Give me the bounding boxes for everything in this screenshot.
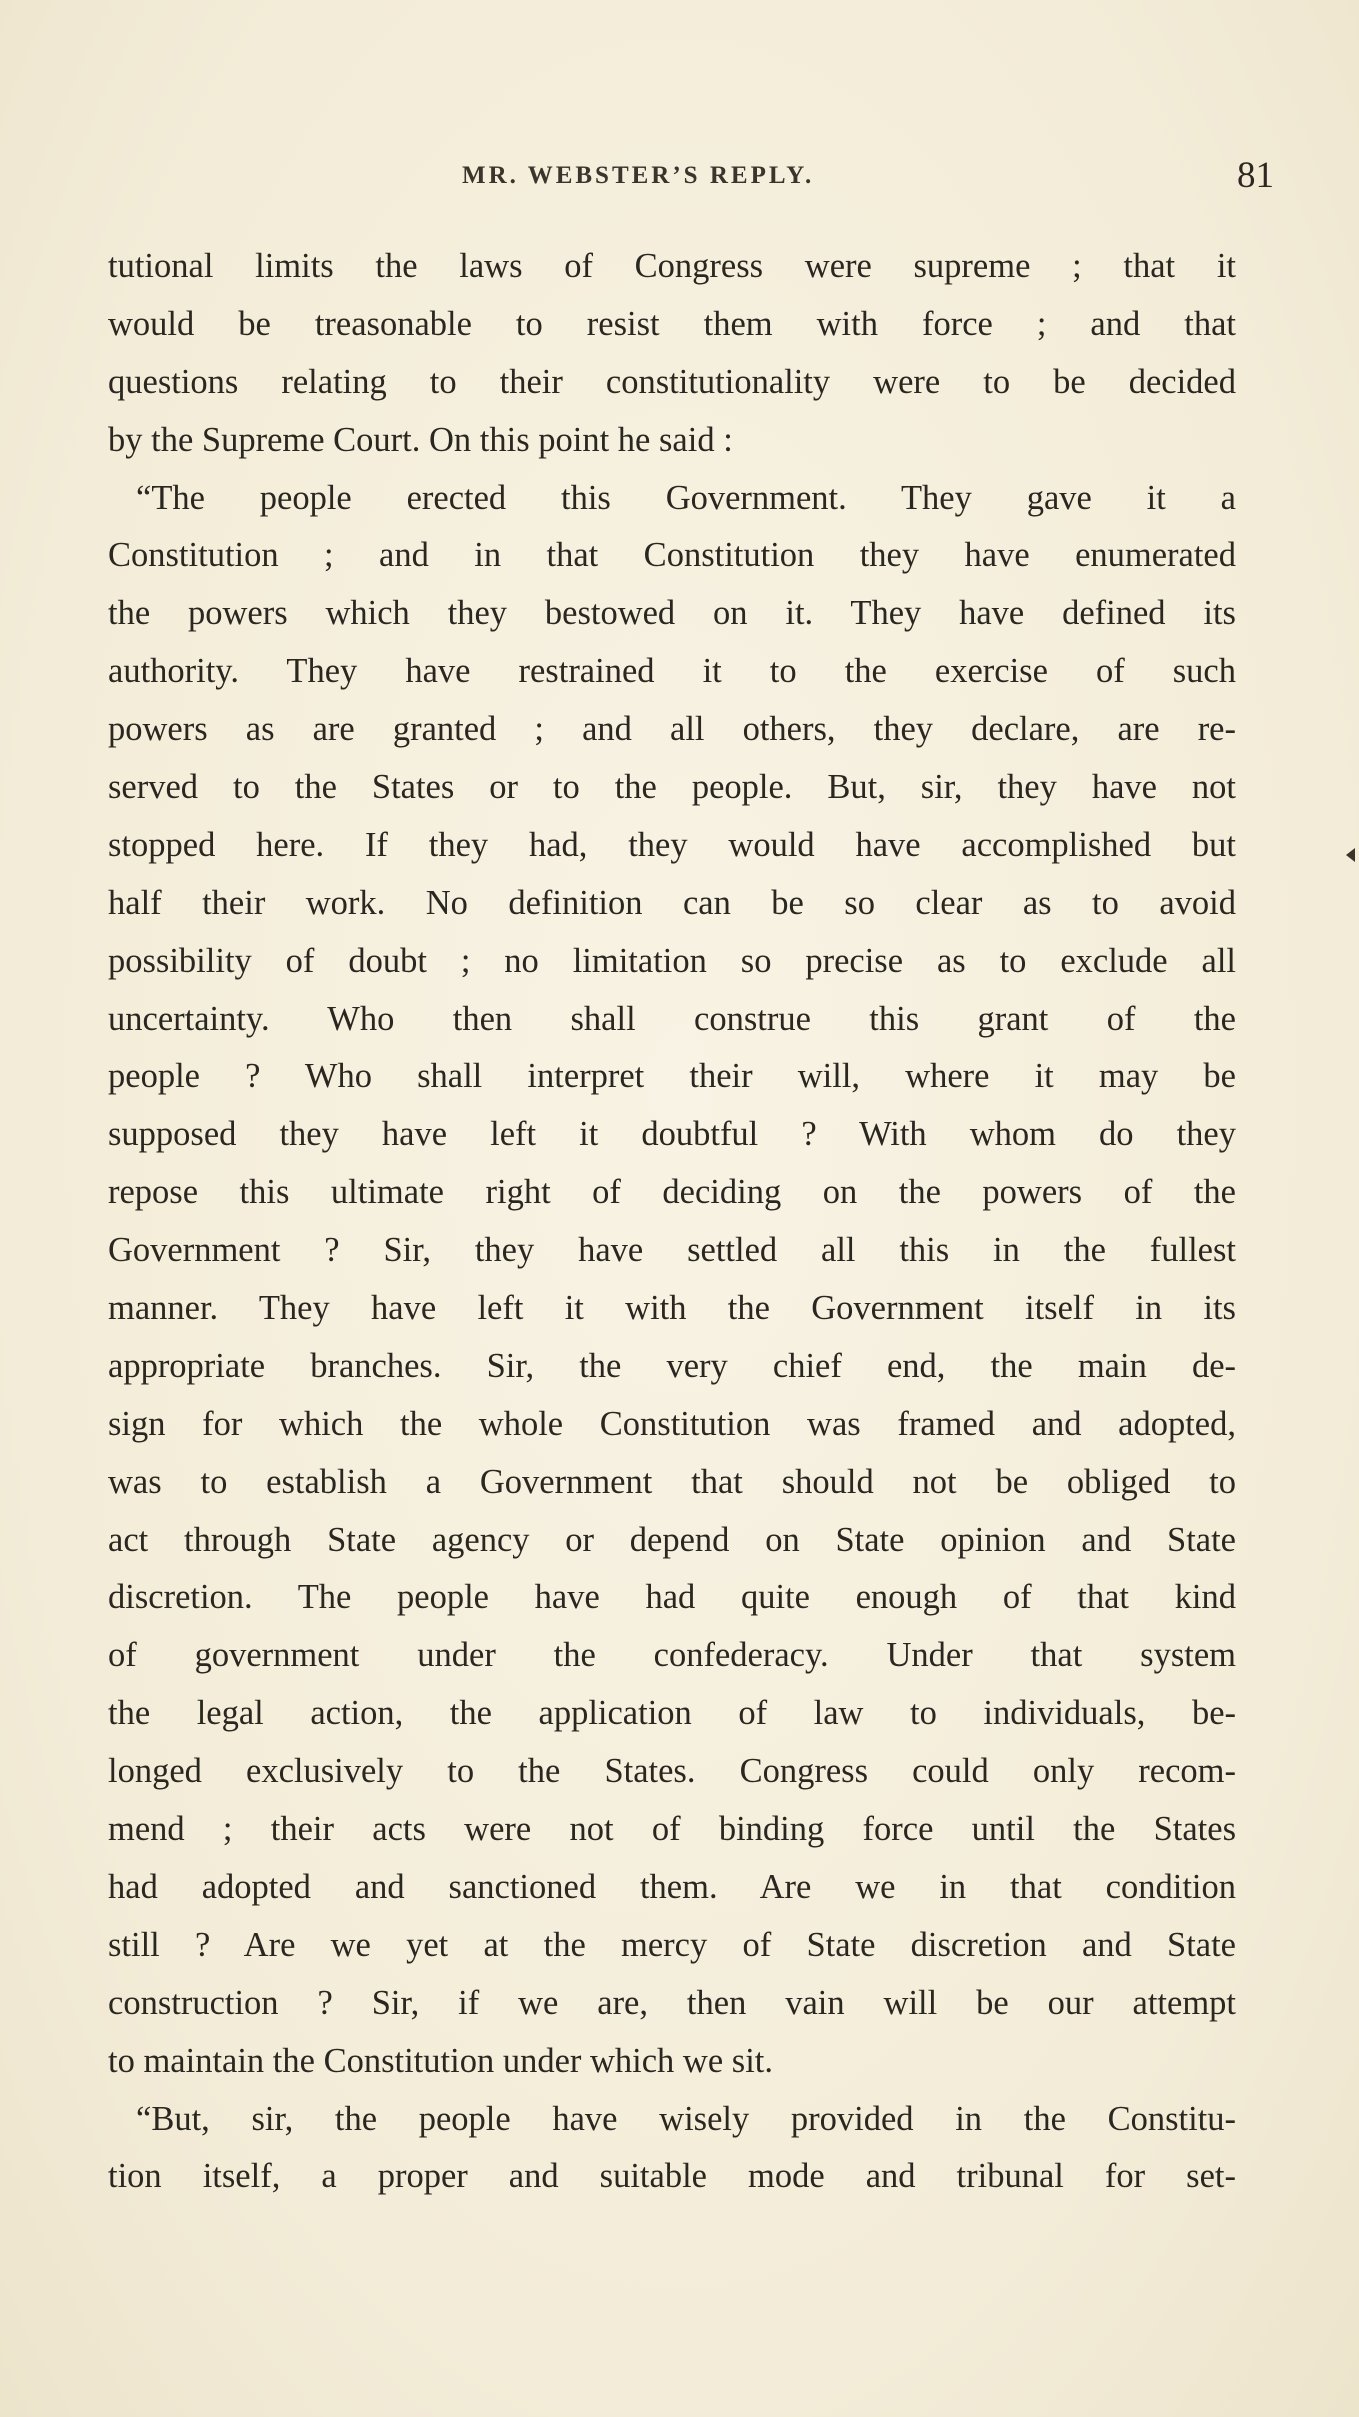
text-line: Government ? Sir, they have settled all this in the fullest: [108, 1231, 1236, 1270]
text-line: uncertainty. Who then shall construe this grant of the: [108, 999, 1236, 1038]
text-line: “But, sir, the people have wisely provided in the Constitu-: [136, 2099, 1236, 2138]
text-line: longed exclusively to the States. Congress could only recom-: [108, 1752, 1236, 1791]
text-line: supposed they have left it doubtful ? With whom do they: [108, 1115, 1236, 1154]
body-text: [108, 238, 1236, 2206]
text-line: was to establish a Government that should not be obliged to: [108, 1462, 1236, 1501]
text-line: manner. They have left it with the Government itself in its: [108, 1289, 1236, 1328]
text-line: discretion. The people have had quite enough of that kind: [108, 1578, 1236, 1617]
text-line: the powers which they bestowed on it. They have defined its: [108, 594, 1236, 633]
text-line: Constitution ; and in that Constitution they have enumerated: [108, 536, 1236, 575]
text-line: people ? Who shall interpret their will, where it may be: [108, 1057, 1236, 1096]
text-line: to maintain the Constitution under which we sit.: [108, 2041, 774, 2080]
text-line: by the Supreme Court. On this point he said :: [108, 420, 733, 459]
text-line: possibility of doubt ; no limitation so precise as to exclude all: [108, 941, 1236, 980]
text-line: had adopted and sanctioned them. Are we in that condition: [108, 1867, 1236, 1906]
text-line: mend ; their acts were not of binding force until the States: [108, 1810, 1236, 1849]
text-line: powers as are granted ; and all others, they declare, are re-: [108, 710, 1236, 749]
running-title: MR. WEBSTER’S REPLY.: [462, 162, 815, 189]
text-line: “The people erected this Government. They gave it a: [136, 478, 1236, 517]
text-line: the legal action, the application of law to individuals, be-: [108, 1694, 1236, 1733]
text-line: construction ? Sir, if we are, then vain will be our attempt: [108, 1983, 1236, 2022]
text-line: tion itself, a proper and suitable mode and tribunal for set-: [108, 2157, 1236, 2196]
text-line: tutional limits the laws of Congress were supreme ; that it: [108, 247, 1236, 285]
text-line: sign for which the whole Constitution was framed and adopted,: [108, 1404, 1236, 1443]
text-line: act through State agency or depend on State opinion and State: [108, 1520, 1236, 1559]
text-line: appropriate branches. Sir, the very chief end, the main de-: [108, 1346, 1236, 1385]
text-line: half their work. No definition can be so clear as to avoid: [108, 883, 1236, 922]
running-head: [0, 155, 1359, 202]
text-line: questions relating to their constitutionality were to be decided: [108, 362, 1236, 401]
text-line: of government under the confederacy. Under that system: [108, 1636, 1236, 1675]
text-line: served to the States or to the people. But, sir, they have not: [108, 768, 1236, 807]
text-line: authority. They have restrained it to the exercise of such: [108, 652, 1236, 691]
text-line: repose this ultimate right of deciding on the powers of the: [108, 1173, 1236, 1212]
page-number: 81: [1237, 155, 1274, 196]
margin-arrow-mark: [1346, 848, 1355, 862]
text-line: stopped here. If they had, they would have accomplished but: [108, 825, 1236, 864]
text-line: would be treasonable to resist them with force ; and that: [108, 304, 1236, 343]
text-line: still ? Are we yet at the mercy of State discretion and State: [108, 1925, 1236, 1964]
